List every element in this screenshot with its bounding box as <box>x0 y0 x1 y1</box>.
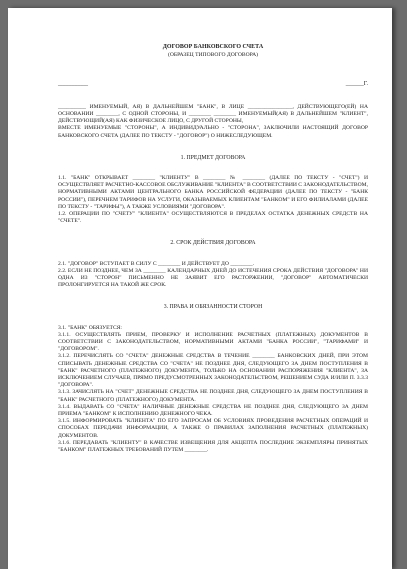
date-field: ______Г. <box>345 80 368 87</box>
section-heading-rights: 3. ПРАВА И ОБЯЗАННОСТИ СТОРОН <box>163 304 263 311</box>
document-page <box>8 8 392 569</box>
clause-3-1-4: 3.1.4. ВЫДАВАТЬ СО "СЧЕТА" НАЛИЧНЫЕ ДЕНЕЖНЫЕ СРЕДСТВА НЕ ПОЗДНЕЕ ДНЯ, СЛЕДУЮЩЕГО ЗА ДНЕМ ПРИЕМА "БАНКОМ" К ИСПОЛНЕНИЮ ДЕНЕЖНОГО ЧЕКА. <box>58 403 368 417</box>
section-heading-term: 2. СРОК ДЕЙСТВИЯ ДОГОВОРА <box>170 240 256 247</box>
preamble-paragraph: __________ ИМЕНУЕМЫЙ, АЯ) В ДАЛЬНЕЙШЕМ "БАНК", В ЛИЦЕ ________________, ДЕЙСТВУЮЩЕГО(ЕЙ) НА ОСНОВАНИИ ________, С ОДНОЙ СТОРОНЫ, И ________ ________ ИМЕНУЕМЫЙ(АЯ) В ДАЛЬНЕЙШЕМ "КЛИЕНТ", ДЕЙСТВУЮЩИЙ(АЯ) КАК ФИЗИЧЕСКОЕ ЛИЦО, С ДРУГОЙ СТОРОНЫ, <box>58 103 368 125</box>
place-date-line <box>58 81 368 88</box>
clause-1-2: 1.2. ОПЕРАЦИИ ПО "СЧЕТУ" "КЛИЕНТА" ОСУЩЕСТВЛЯЮТСЯ В ПРЕДЕЛАХ ОСТАТКА ДЕНЕЖНЫХ СРЕДСТВ НА "СЧЕТЕ". <box>58 210 368 225</box>
clause-3-1-1: 3.1.1. ОСУЩЕСТВЛЯТЬ ПРИЕМ, ПРОВЕРКУ И ИСПОЛНЕНИЕ РАСЧЕТНЫХ (ПЛАТЕЖНЫХ) ДОКУМЕНТОВ В СООТВЕТСТВИИ С ЗАКОНОДАТЕЛЬСТВОМ, НОРМАТИВНЫМИ АКТАМИ "БАНКА РОССИИ", "ТАРИФАМИ" И "ДОГОВОРОМ". <box>58 331 368 353</box>
clause-3-1-5: 3.1.5. ИНФОРМИРОВАТЬ "КЛИЕНТА" ПО ЕГО ЗАПРОСАМ ОБ УСЛОВИЯХ ПРОВЕДЕНИЯ РАСЧЕТНЫХ ОПЕРАЦИЙ И СПОСОБАХ ПЕРЕДАЧИ ИНФОРМАЦИИ, А ТАКЖЕ О ПРАВИЛАХ ЗАПОЛНЕНИЯ РАСЧЕТНЫХ (ПЛАТЕЖНЫХ) ДОКУМЕНТОВ. <box>58 418 368 439</box>
section-heading-subject: 1. ПРЕДМЕТ ДОГОВОРА <box>180 154 246 161</box>
clause-2-1: 2.1. "ДОГОВОР" ВСТУПАЕТ В СИЛУ С ________ И ДЕЙСТВУЕТ ДО ________. <box>58 260 255 267</box>
clause-1-1: 1.1. "БАНК" ОТКРЫВАЕТ ________ "КЛИЕНТУ" В ________ № ________ (ДАЛЕЕ ПО ТЕКСТУ - "СЧЕТ") И ОСУЩЕСТВЛЯЕТ РАСЧЕТНО-КАССОВОЕ ОБСЛУЖИВАНИЕ "КЛИЕНТА" В СООТВЕТСТВИИ С ЗАКОНОДАТЕЛЬСТВОМ, НОРМАТИВНЫМИ АКТАМИ ЦЕНТРАЛЬНОГО БАНКА РОССИЙСКОЙ ФЕДЕРАЦИИ (ДАЛЕЕ ПО ТЕКСТУ - "БАНК РОССИИ"), ПЕРЕЧНЕМ ТАРИФОВ НА УСЛУГИ, ОКАЗЫВАЕМЫХ КЛИЕНТАМ "БАНКОМ" И ЕГО ФИЛИАЛАМИ (ДАЛЕЕ ПО ТЕКСТУ - "ТАРИФЫ"), А ТАКЖЕ УСЛОВИЯМИ "ДОГОВОРА". <box>58 174 368 210</box>
place-field: __________ <box>58 80 88 87</box>
preamble-paragraph: ВМЕСТЕ ИМЕНУЕМЫЕ "СТОРОНЫ", А ИНДИВИДУАЛЬНО - "СТОРОНА", ЗАКЛЮЧИЛИ НАСТОЯЩИЙ ДОГОВОР БАНКОВСКОГО СЧЕТА (ДАЛЕЕ ПО ТЕКСТУ - "ДОГОВОР") О НИЖЕСЛЕДУЮЩЕМ. <box>58 125 368 139</box>
clause-3-1: 3.1. "БАНК" ОБЯЗУЕТСЯ: <box>58 324 122 331</box>
document-body <box>58 44 368 454</box>
clause-3-1-2: 3.1.2. ПЕРЕЧИСЛЯТЬ СО "СЧЕТА" ДЕНЕЖНЫЕ СРЕДСТВА В ТЕЧЕНИЕ ________ БАНКОВСКИХ ДНЕЙ, ПРИ ЭТОМ СПИСЫВАТЬ ДЕНЕЖНЫЕ СРЕДСТВА СО "СЧЕТА" НЕ ПОЗДНЕЕ ДНЯ, СЛЕДУЮЩЕГО ЗА ДНЕМ ПОСТУПЛЕНИЯ В "БАНК" РАСЧЕТНОГО (ПЛАТЕЖНОГО) ДОКУМЕНТА, ТОЛЬКО НА ОСНОВАНИИ РАСПОРЯЖЕНИЯ "КЛИЕНТА", ЗА ИСКЛЮЧЕНИЕМ СЛУЧАЕВ, ПРЯМО ПРЕДУСМОТРЕННЫХ ЗАКОНОДАТЕЛЬСТВОМ, РЕШЕНИЕМ СУДА И/ИЛИ П. 3.3.3 "ДОГОВОРА". <box>58 353 368 389</box>
document-title: ДОГОВОР БАНКОВСКОГО СЧЕТА <box>162 44 264 50</box>
clause-3-1-3: 3.1.3. ЗАЧИСЛЯТЬ НА "СЧЕТ" ДЕНЕЖНЫЕ СРЕДСТВА НЕ ПОЗДНЕЕ ДНЯ, СЛЕДУЮЩЕГО ЗА ДНЕМ ПОСТУПЛЕНИЯ В "БАНК" РАСЧЕТНОГО (ПЛАТЕЖНОГО) ДОКУМЕНТА. <box>58 389 368 403</box>
clause-2-2: 2.2. ЕСЛИ НЕ ПОЗДНЕЕ, ЧЕМ ЗА ________ КАЛЕНДАРНЫХ ДНЕЙ ДО ИСТЕЧЕНИЯ СРОКА ДЕЙСТВИЯ "ДОГОВОРА" НИ ОДНА ИЗ "СТОРОН" ПИСЬМЕННО НЕ ЗАЯВИТ ЕГО РАСТОРЖЕНИИ, "ДОГОВОР" АВТОМАТИЧЕСКИ ПРОЛОНГИРУЕТСЯ НА ТАКОЙ ЖЕ СРОК. <box>58 267 368 289</box>
document-subtitle: (ОБРАЗЕЦ ТИПОВОГО ДОГОВОРА) <box>168 51 258 58</box>
clause-3-1-6: 3.1.6. ПЕРЕДАВАТЬ "КЛИЕНТУ" В КАЧЕСТВЕ ИЗВЕЩЕНИЯ ДЛЯ АКЦЕПТА ПОСЛЕДНИЕ ЭКЗЕМПЛЯРЫ ПРИНЯТЫХ "БАНКОМ" ПЛАТЕЖНЫХ ТРЕБОВАНИЙ ПУТЕМ ________. <box>58 439 368 454</box>
